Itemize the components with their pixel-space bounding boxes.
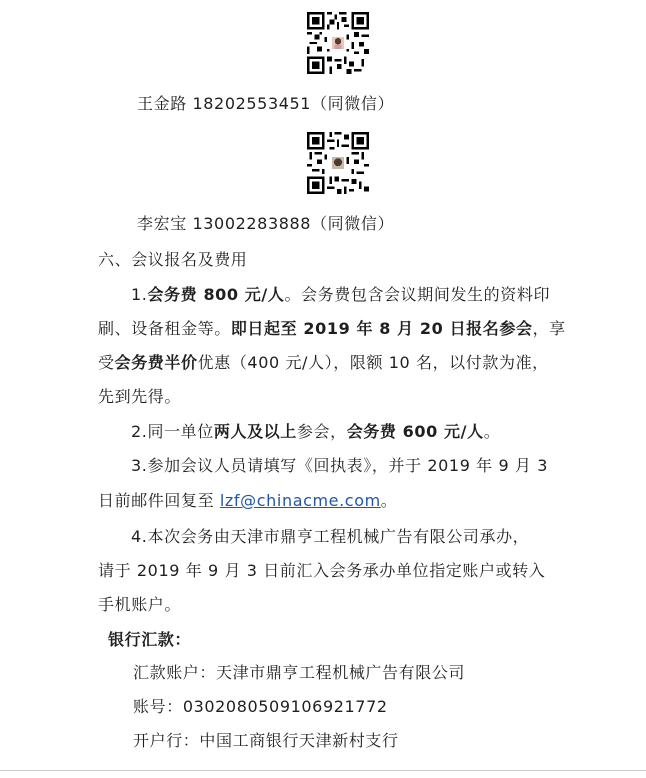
account-no-value: 0302080509106921772: [182, 697, 388, 716]
item1-discount: 优惠（400 元/人），限额 10 名，以付款为准，: [197, 353, 549, 372]
item1-desc-cont: 刷、设备租金等。: [98, 319, 231, 338]
contact-name: 王金路: [137, 94, 187, 113]
bank-branch: [133, 731, 399, 751]
item1-deadline: 即日起至 2019 年 8 月 20 日报名参会: [230, 319, 533, 338]
item1-line3: [98, 353, 549, 373]
page-bottom-divider: [0, 770, 646, 771]
item3-text: 日前邮件回复至: [98, 491, 220, 510]
account-no-label: 账号：: [133, 697, 183, 716]
item2-text: 2.同一单位: [131, 422, 214, 441]
item4-line3: 手机账户。: [98, 595, 182, 614]
item2-text2: 参会，: [296, 422, 347, 441]
contact-phone: 13002283888: [192, 214, 312, 233]
item2-bold-people: 两人及以上: [213, 422, 297, 441]
item3-line1: 3.参加会议人员请填写《回执表》，并于 2019 年 9 月 3: [131, 456, 548, 475]
item1-fee: 会务费 800 元/人: [147, 285, 285, 304]
branch-label: 开户行：: [133, 731, 200, 750]
contact-phone: 18202553451: [192, 94, 312, 113]
bank-account-no: [133, 697, 388, 717]
contact-line-li: [137, 214, 394, 234]
item1-number: 1.: [131, 285, 148, 304]
item1-half-price: 会务费半价: [114, 353, 198, 372]
qr-code-image: [307, 130, 369, 196]
item1-line1: [131, 285, 550, 305]
contact-note: （同微信）: [311, 214, 395, 233]
account-name-value: 天津市鼎亨工程机械广告有限公司: [216, 663, 466, 682]
item2-fee: 会务费 600 元/人: [346, 422, 484, 441]
qr-code-image: [307, 10, 369, 76]
contact-line-wang: [137, 94, 394, 114]
item1-line4: 先到先得。: [98, 387, 182, 406]
branch-value: 中国工商银行天津新村支行: [199, 731, 399, 750]
bank-heading: 银行汇款：: [108, 630, 192, 649]
email-link[interactable]: lzf@chinacme.com: [219, 491, 381, 510]
qr-code-li: [307, 130, 369, 196]
item2-end: 。: [483, 422, 501, 441]
item1-text: 受: [98, 353, 115, 372]
account-name-label: 汇款账户：: [133, 663, 217, 682]
item2-line: [131, 422, 500, 442]
item3-end: 。: [380, 491, 398, 510]
item4-line2: 请于 2019 年 9 月 3 日前汇入会务承办单位指定账户或转入: [98, 561, 546, 580]
item1-cont: ，享: [532, 319, 566, 338]
section-heading: 六、会议报名及费用: [98, 250, 248, 269]
bank-account-name: [133, 663, 465, 683]
item1-line2: [98, 319, 566, 339]
qr-code-wang: [307, 10, 369, 76]
item1-desc: 。会务费包含会议期间发生的资料印: [284, 285, 551, 304]
item3-line2: [98, 491, 397, 511]
contact-name: 李宏宝: [137, 214, 187, 233]
item4-line1: 4.本次会务由天津市鼎亨工程机械广告有限公司承办，: [131, 527, 530, 546]
contact-note: （同微信）: [311, 94, 395, 113]
